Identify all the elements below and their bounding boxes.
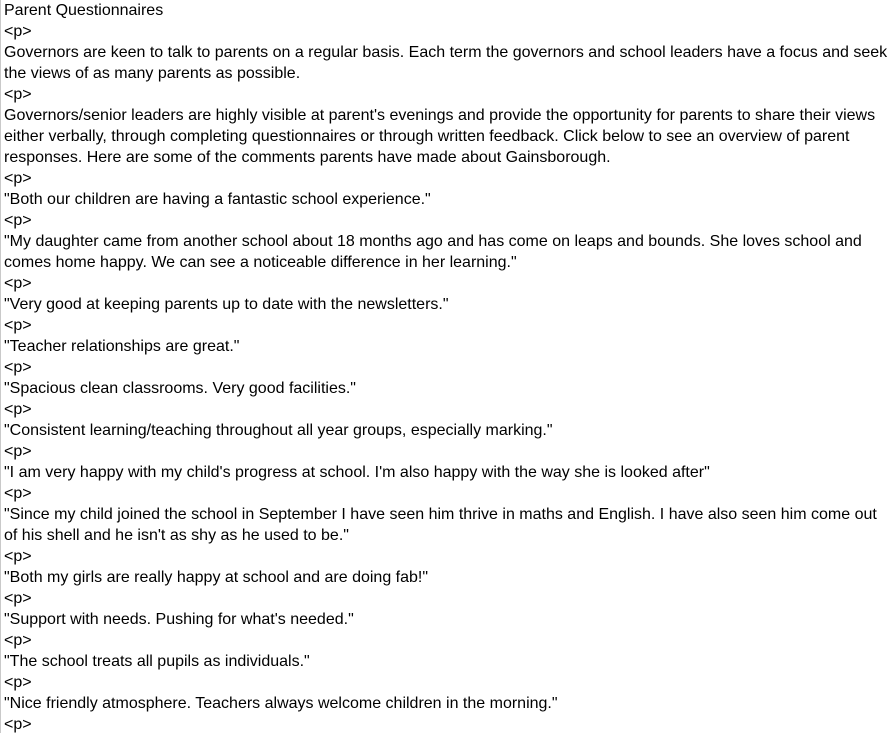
comment-7: "I am very happy with my child's progress at school. I'm also happy with the way she is looked after" (4, 464, 710, 481)
comment-12: "Nice friendly atmosphere. Teachers always welcome children in the morning." (4, 695, 558, 712)
comment-4: "Teacher relationships are great." (4, 338, 240, 355)
comment-11: "The school treats all pupils as individuals." (4, 653, 310, 670)
overview-paragraph: Governors/senior leaders are highly visible at parent's evenings and provide the opportunity for parents to share their views either verbally, through completing questionnaires or through written feedback. Click below to see an overview of parent responses. Here are some of the comments parents have made about Gainsborough. (4, 107, 876, 166)
intro-paragraph: Governors are keen to talk to parents on a regular basis. Each term the governors and school leaders have a focus and seek the views of as many parents as possible. (4, 44, 888, 82)
comment-5: "Spacious clean classrooms. Very good facilities." (4, 380, 356, 397)
comment-10: "Support with needs. Pushing for what's needed." (4, 611, 354, 628)
p-tag-text: <p> (4, 590, 32, 607)
document-content (1, 0, 892, 733)
p-tag-text: <p> (4, 674, 32, 691)
page-title: Parent Questionnaires (4, 2, 164, 19)
p-tag-text: <p> (4, 401, 32, 418)
comment-2: "My daughter came from another school about 18 months ago and has come on leaps and bounds. She loves school and comes home happy. We can see a noticeable difference in her learning." (4, 233, 862, 271)
p-tag-text: <p> (4, 632, 32, 649)
p-tag-text: <p> (4, 716, 32, 733)
p-tag-text: <p> (4, 275, 32, 292)
p-tag-text: <p> (4, 317, 32, 334)
p-tag-text: <p> (4, 443, 32, 460)
p-tag-text: <p> (4, 86, 32, 103)
p-tag-text: <p> (4, 170, 32, 187)
p-tag-text: <p> (4, 212, 32, 229)
comment-1: "Both our children are having a fantastic school experience." (4, 191, 431, 208)
comment-9: "Both my girls are really happy at school and are doing fab!" (4, 569, 429, 586)
comment-6: "Consistent learning/teaching throughout all year groups, especially marking." (4, 422, 553, 439)
p-tag-text: <p> (4, 485, 32, 502)
p-tag-text: <p> (4, 359, 32, 376)
p-tag-text: <p> (4, 548, 32, 565)
comment-3: "Very good at keeping parents up to date with the newsletters." (4, 296, 449, 313)
comment-8: "Since my child joined the school in September I have seen him thrive in maths and English. I have also seen him come out of his shell and he isn't as shy as he used to be." (4, 506, 877, 544)
p-tag-text: <p> (4, 23, 32, 40)
